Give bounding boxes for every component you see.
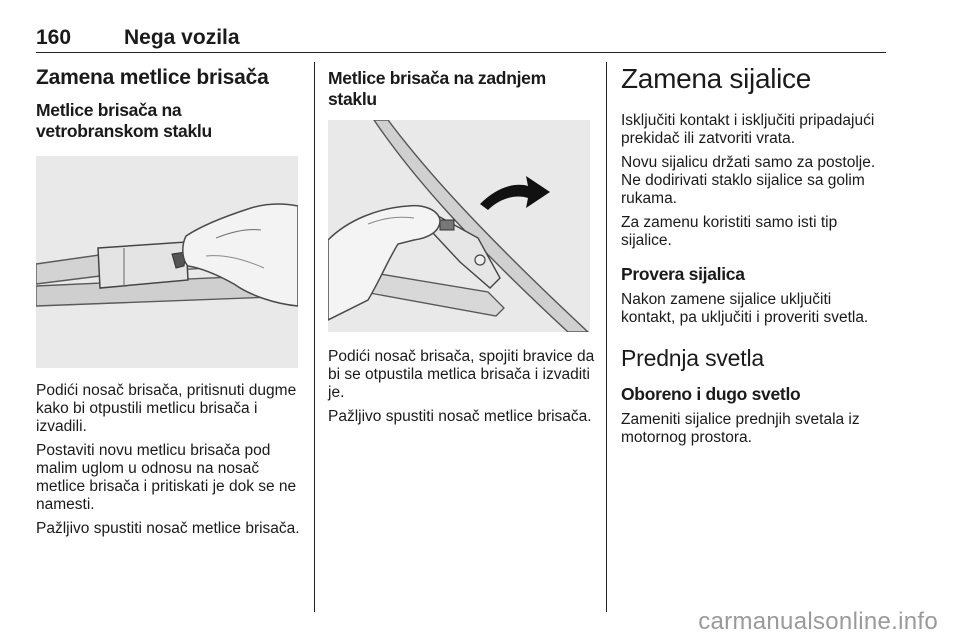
instruction-paragraph: Podići nosač brisača, pritisnuti dugme kako bi otpustili metlicu brisača i izvadili.	[36, 382, 297, 435]
section-title: Zamena metlice brisača	[36, 66, 269, 89]
instruction-paragraph: Podići nosač brisača, spojiti bravice da bi se otpustila metlica brisača i izvaditi je.	[328, 348, 595, 401]
column-divider	[606, 62, 607, 612]
instruction-paragraph: Nakon zamene sijalice uključiti kontakt, pa uključiti i proveriti svetla.	[621, 291, 869, 326]
rear-wiper-illustration	[328, 120, 590, 332]
instruction-paragraph: Zameniti sijalice prednjih svetala iz motornog prostora.	[621, 411, 860, 446]
page-header	[36, 26, 886, 53]
column-bulb-replacement	[621, 62, 889, 447]
instruction-paragraph: Novu sijalicu držati samo za postolje. Ne dodirivati staklo sijalice sa golim rukama.	[621, 154, 876, 207]
instruction-paragraph: Isključiti kontakt i isključiti pripadajući prekidač ili zatvoriti vrata.	[621, 112, 875, 147]
watermark: carmanualsonline.info	[698, 608, 938, 635]
wiper-blade-illustration	[36, 156, 298, 368]
windscreen-wiper-heading: Metlice brisača na vetrobranskom staklu	[36, 100, 212, 141]
bulb-check-heading: Provera sijalica	[621, 264, 745, 284]
chapter-title: Nega vozila	[124, 26, 240, 49]
page-number: 160	[36, 26, 72, 49]
column-rear-wiper	[328, 62, 596, 426]
rear-wiper-heading: Metlice brisača na zadnjem staklu	[328, 68, 546, 109]
column-windscreen-wipers	[36, 62, 304, 538]
headlights-heading: Prednja svetla	[621, 345, 764, 371]
bulb-replacement-title: Zamena sijalice	[621, 63, 812, 94]
low-high-beam-heading: Oboreno i dugo svetlo	[621, 384, 801, 404]
column-divider	[314, 62, 315, 612]
instruction-paragraph: Pažljivo spustiti nosač metlice brisača.	[328, 408, 592, 425]
instruction-paragraph: Pažljivo spustiti nosač metlice brisača.	[36, 520, 300, 537]
instruction-paragraph: Postaviti novu metlicu brisača pod malim uglom u odnosu na nosač metlice brisača i pritiskati je dok se ne namesti.	[36, 442, 297, 513]
instruction-paragraph: Za zamenu koristiti samo isti tip sijalice.	[621, 214, 838, 249]
